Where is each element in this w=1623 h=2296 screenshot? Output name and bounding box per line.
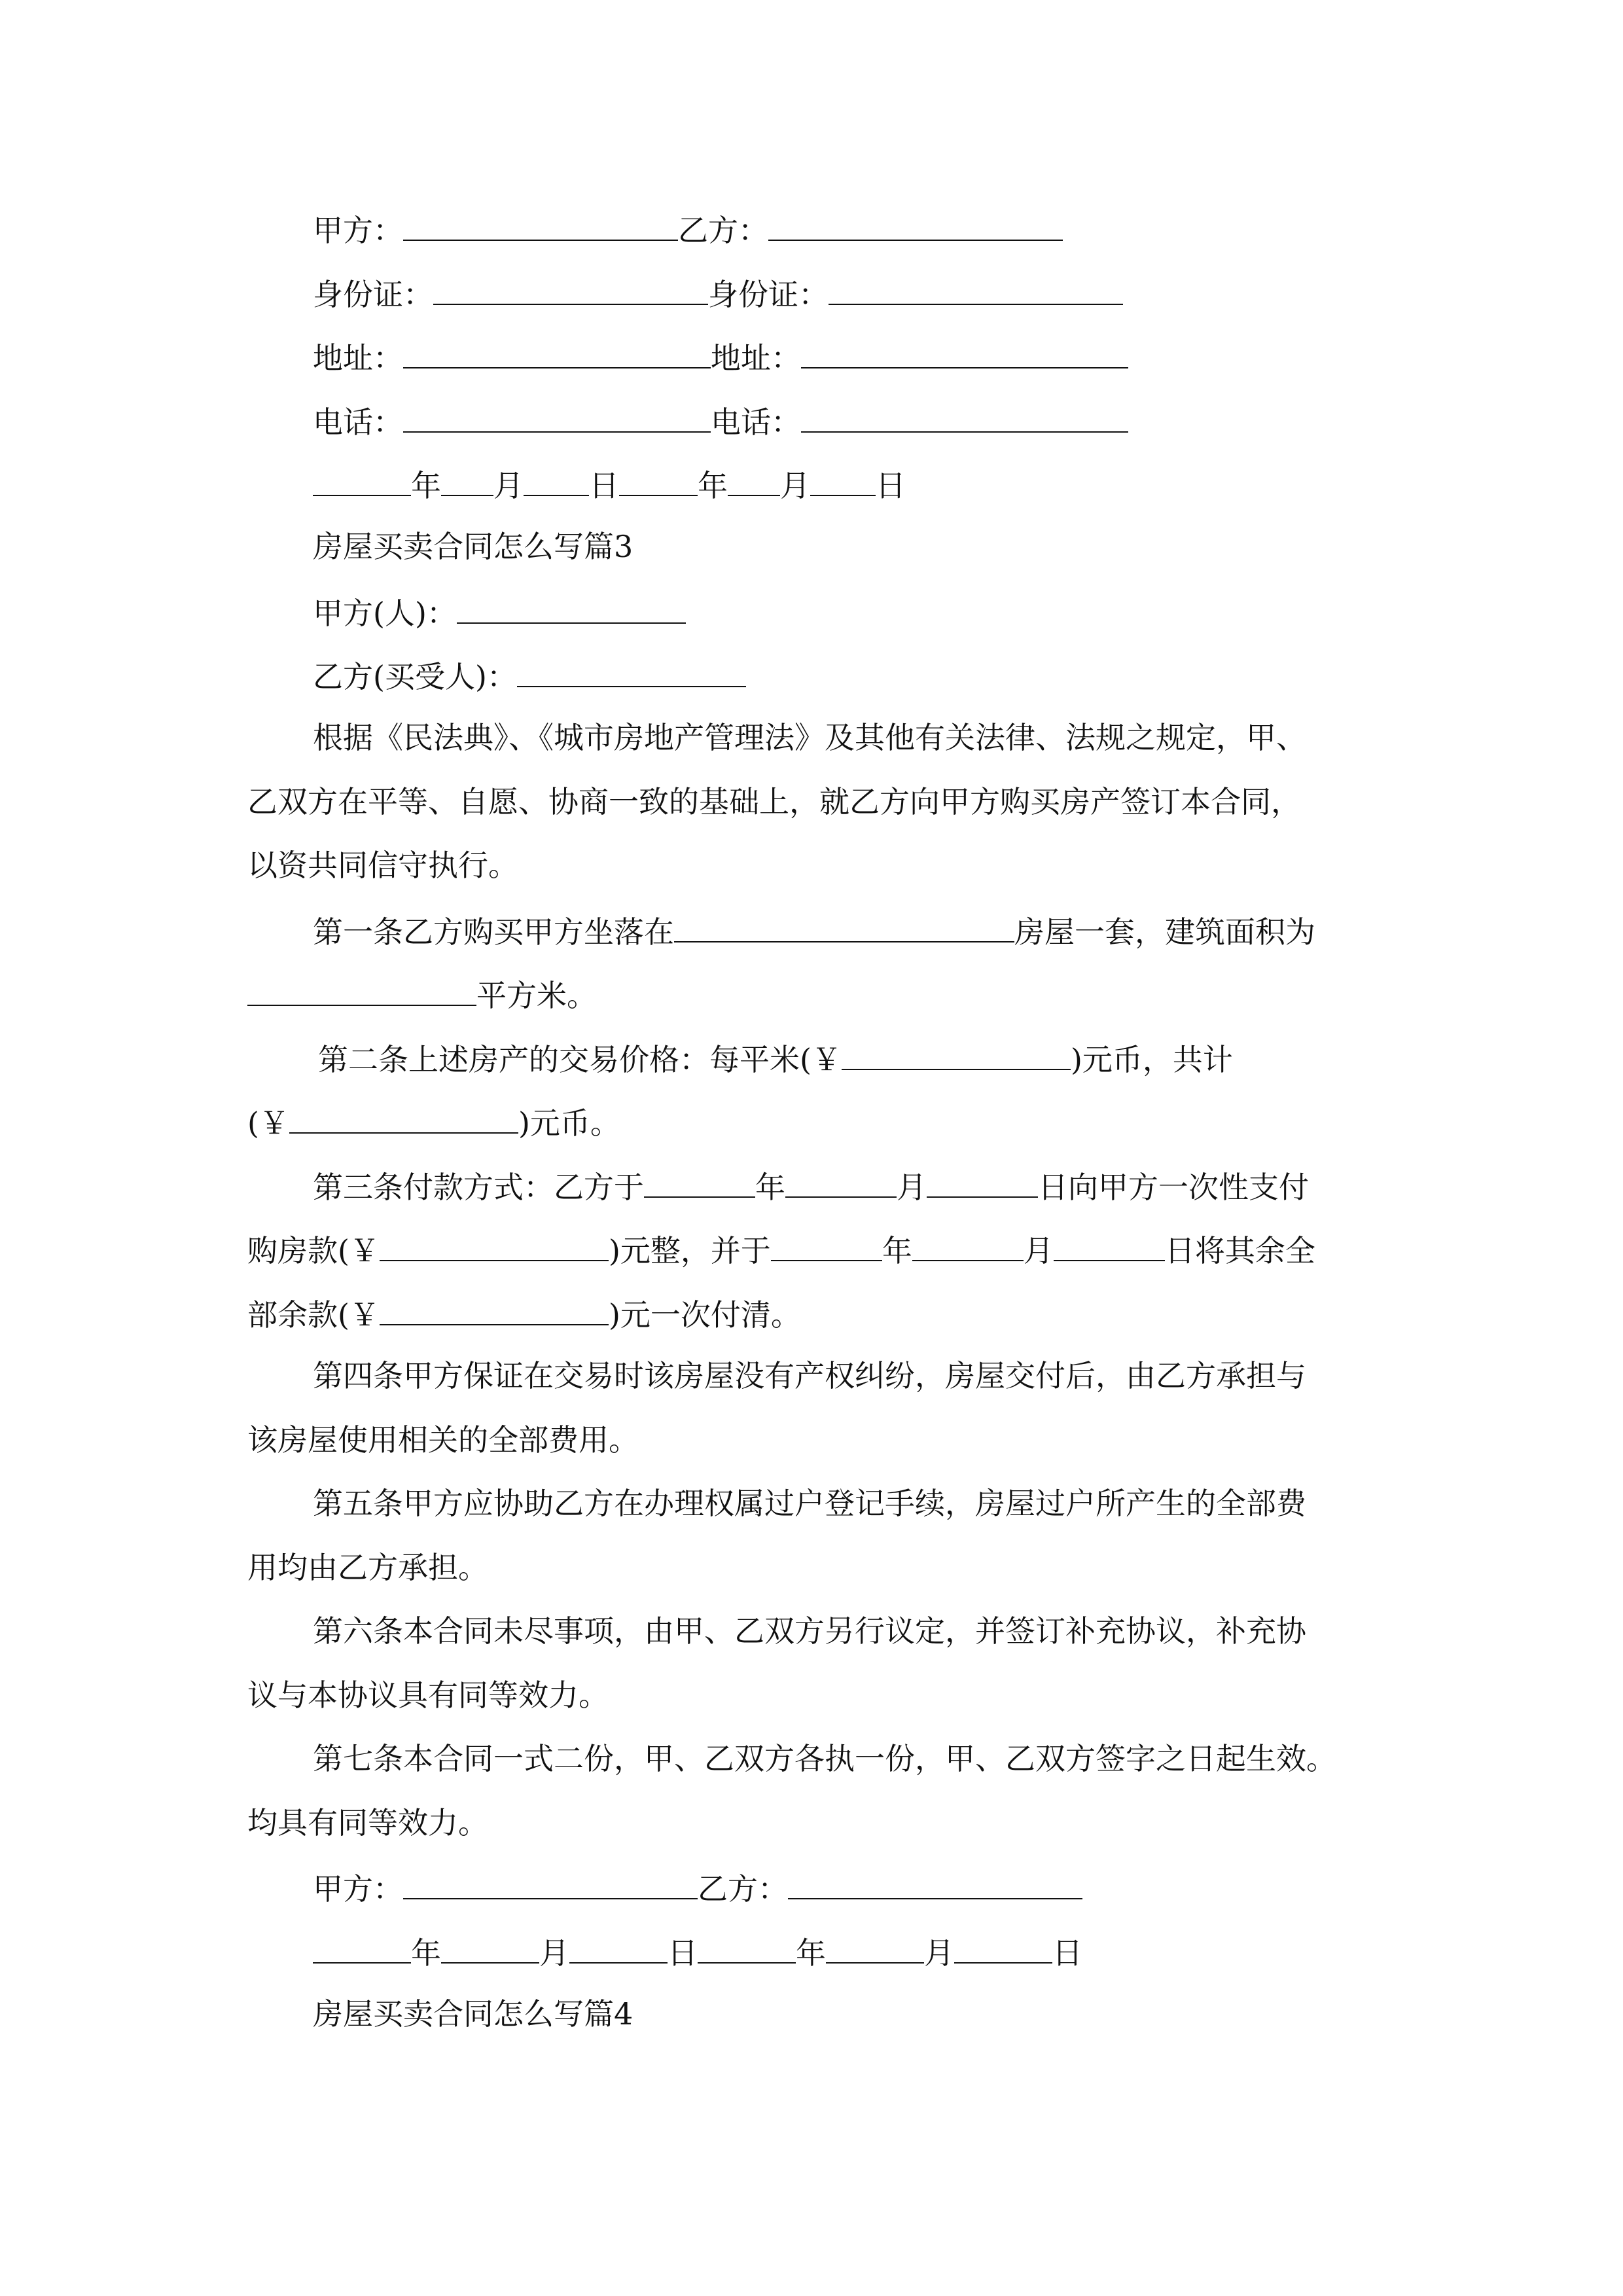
article-2-text-d: )元币。 (518, 1105, 620, 1141)
article-3-text-b: 日向甲方一次性支付 (1038, 1170, 1309, 1205)
sign-date-year-label-2: 年 (796, 1935, 826, 1971)
article-2-text-c: (￥ (247, 1105, 289, 1141)
date-day-label: 日 (589, 468, 619, 503)
date-month-field[interactable] (441, 463, 493, 496)
article-4-line-2: 该房屋使用相关的全部费用。 (247, 1422, 639, 1458)
article-3-line-2 (247, 1229, 1315, 1270)
article-3-year-2: 年 (882, 1233, 912, 1268)
article-1-line-1 (313, 910, 1315, 952)
phone-field-b[interactable] (801, 400, 1128, 433)
article-7-line-1: 第七条本合同一式二份，甲、乙双方各执一份，甲、乙双方签字之日起生效。 (313, 1741, 1336, 1776)
party-a-field[interactable] (403, 208, 678, 241)
date-line-2 (313, 1931, 1082, 1973)
phone-field-a[interactable] (403, 400, 711, 433)
sign-date-day-label-2: 日 (1052, 1935, 1082, 1971)
seller-field[interactable] (457, 591, 686, 624)
article-2-text-a: 第二条上述房产的交易价格：每平米(￥ (318, 1042, 842, 1077)
sign-field-b[interactable] (788, 1867, 1082, 1899)
article-2-line-2 (247, 1101, 620, 1143)
article-6-line-2: 议与本协议具有同等效力。 (247, 1677, 609, 1713)
sign-date-month-label: 月 (539, 1935, 569, 1971)
id-label-a: 身份证： (313, 277, 433, 312)
article-3-text-e: 日将其余全 (1164, 1233, 1315, 1268)
date-year-field[interactable] (313, 463, 411, 496)
balance-year-field[interactable] (771, 1229, 882, 1261)
party-a-line (313, 208, 1063, 250)
section-3-heading: 房屋买卖合同怎么写篇3 (313, 529, 633, 564)
article-3-line-1 (313, 1165, 1309, 1207)
signature-line (313, 1867, 1082, 1909)
sign-date-year-label: 年 (411, 1935, 441, 1971)
article-1-text-b: 房屋一套，建筑面积为 (1014, 914, 1315, 950)
seller-line (313, 591, 686, 633)
address-field-b[interactable] (801, 336, 1128, 368)
date-year-label-2: 年 (698, 468, 728, 503)
date-day-label-2: 日 (876, 468, 906, 503)
sign-label-a: 甲方： (313, 1871, 403, 1907)
article-6-line-1: 第六条本合同未尽事项，由甲、乙双方另行议定，并签订补充协议，补充协 (313, 1613, 1306, 1649)
address-label-b: 地址： (711, 340, 801, 376)
total-price-field[interactable] (289, 1101, 518, 1134)
sign-date-month-label-2: 月 (924, 1935, 954, 1971)
date-month-field-2[interactable] (728, 463, 780, 496)
date-day-field-2[interactable] (810, 463, 876, 496)
payment-year-field[interactable] (644, 1165, 755, 1198)
id-field-a[interactable] (433, 272, 708, 305)
article-5-line-1: 第五条甲方应协助乙方在办理权属过户登记手续，房屋过户所产生的全部费 (313, 1486, 1306, 1521)
sign-date-day-label: 日 (668, 1935, 698, 1971)
section-4-heading: 房屋买卖合同怎么写篇4 (313, 1996, 633, 2032)
address-field-a[interactable] (403, 336, 711, 368)
article-4-line-1: 第四条甲方保证在交易时该房屋没有产权纠纷，房屋交付后，由乙方承担与 (313, 1358, 1306, 1393)
article-2-line-1 (318, 1037, 1233, 1079)
article-7-line-2: 均具有同等效力。 (247, 1805, 488, 1840)
sign-date-day-field-2[interactable] (954, 1931, 1052, 1964)
date-day-field[interactable] (524, 463, 589, 496)
phone-label-b: 电话： (711, 404, 801, 440)
party-b-field[interactable] (768, 208, 1063, 241)
date-year-label: 年 (411, 468, 441, 503)
party-b-label: 乙方： (678, 213, 768, 248)
balance-month-field[interactable] (912, 1229, 1024, 1261)
phone-line (313, 400, 1128, 442)
balance-day-field[interactable] (1054, 1229, 1165, 1261)
article-3-text-f: 部余款(￥ (247, 1297, 380, 1333)
buyer-field[interactable] (517, 655, 746, 687)
article-1-text-a: 第一条乙方购买甲方坐落在 (313, 914, 674, 950)
phone-label-a: 电话： (313, 404, 403, 440)
article-2-text-b: )元币，共计 (1070, 1042, 1233, 1077)
party-a-label: 甲方： (313, 213, 403, 248)
article-3-month: 月 (897, 1170, 927, 1205)
date-line-1 (313, 463, 906, 505)
article-1-text-c: 平方米。 (476, 978, 597, 1013)
article-3-text-a: 第三条付款方式：乙方于 (313, 1170, 644, 1205)
id-label-b: 身份证： (708, 277, 829, 312)
property-location-field[interactable] (674, 910, 1014, 942)
id-line (313, 272, 1123, 314)
balance-amount-field[interactable] (380, 1293, 609, 1325)
sign-date-month-field[interactable] (441, 1931, 539, 1964)
seller-label: 甲方(人)： (313, 596, 457, 631)
floor-area-field[interactable] (247, 973, 476, 1006)
article-3-year: 年 (755, 1170, 785, 1205)
date-month-label: 月 (493, 468, 524, 503)
sign-label-b: 乙方： (698, 1871, 788, 1907)
article-3-line-3 (247, 1293, 801, 1335)
payment-month-field[interactable] (785, 1165, 897, 1198)
intro-line-3: 以资共同信守执行。 (247, 848, 518, 883)
article-1-line-2 (247, 973, 597, 1015)
article-3-text-d: )元整，并于 (608, 1233, 771, 1268)
article-3-month-2: 月 (1023, 1233, 1054, 1268)
down-payment-field[interactable] (380, 1229, 609, 1261)
price-per-sqm-field[interactable] (842, 1037, 1071, 1070)
sign-date-year-field-2[interactable] (698, 1931, 796, 1964)
date-month-label-2: 月 (780, 468, 810, 503)
buyer-line (313, 655, 746, 696)
sign-date-month-field-2[interactable] (826, 1931, 924, 1964)
address-label-a: 地址： (313, 340, 403, 376)
article-3-text-c: 购房款(￥ (247, 1233, 380, 1268)
id-field-b[interactable] (829, 272, 1123, 305)
article-3-text-g: )元一次付清。 (608, 1297, 801, 1333)
sign-date-year-field[interactable] (313, 1931, 411, 1964)
date-year-field-2[interactable] (619, 463, 698, 496)
intro-line-1: 根据《民法典》、《城市房地产管理法》及其他有关法律、法规之规定，甲、 (313, 720, 1306, 755)
article-5-line-2: 用均由乙方承担。 (247, 1550, 488, 1585)
sign-field-a[interactable] (403, 1867, 698, 1899)
address-line (313, 336, 1128, 378)
intro-line-2: 乙双方在平等、自愿、协商一致的基础上，就乙方向甲方购买房产签订本合同， (247, 784, 1301, 819)
sign-date-day-field[interactable] (569, 1931, 668, 1964)
buyer-label: 乙方(买受人)： (313, 659, 517, 694)
payment-day-field[interactable] (927, 1165, 1038, 1198)
